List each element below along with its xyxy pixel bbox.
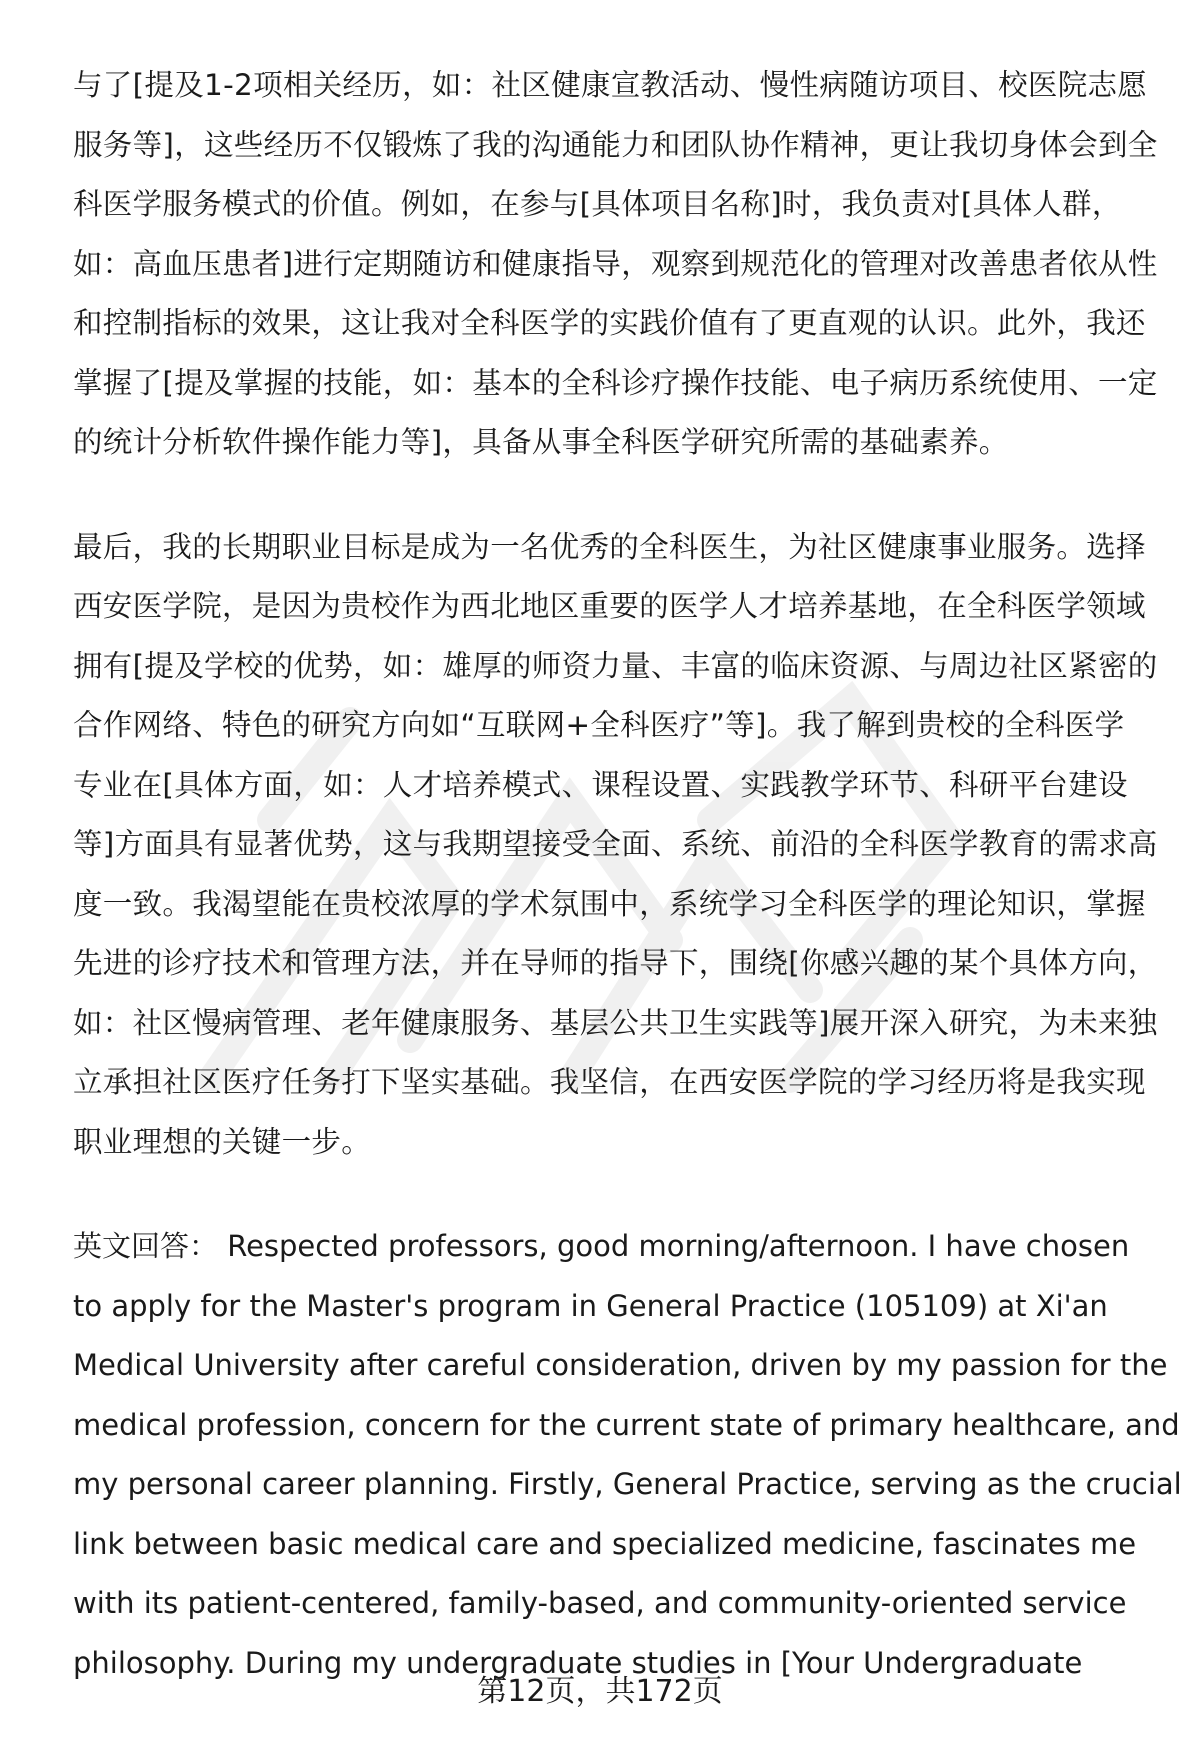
text-line: to apply for the Master's program in General Practice (105109) at Xi'an	[73, 1288, 1108, 1323]
paragraph-experience	[73, 56, 1163, 473]
text-line: 和控制指标的效果，这让我对全科医学的实践价值有了更直观的认识。此外，我还	[73, 306, 1146, 340]
text-line: 合作网络、特色的研究方向如“互联网+全科医疗”等]。我了解到贵校的全科医学	[73, 708, 1125, 742]
text-line: 拥有[提及学校的优势，如：雄厚的师资力量、丰富的临床资源、与周边社区紧密的	[73, 648, 1158, 683]
text-line: 掌握了[提及掌握的技能，如：基本的全科诊疗操作技能、电子病历系统使用、一定	[73, 365, 1158, 400]
paragraph-spacer	[73, 1172, 1163, 1217]
paragraph-english-answer	[73, 1217, 1182, 1693]
text-line: medical profession, concern for the current state of primary healthcare, and	[73, 1407, 1180, 1442]
text-line: 度一致。我渴望能在贵校浓厚的学术氛围中，系统学习全科医学的理论知识，掌握	[73, 886, 1146, 921]
text-line: link between basic medical care and specialized medicine, fascinates me	[73, 1526, 1137, 1561]
text-line: 立承担社区医疗任务打下坚实基础。我坚信，在西安医学院的学习经历将是我实现	[73, 1065, 1146, 1099]
text-line: 最后，我的长期职业目标是成为一名优秀的全科医生，为社区健康事业服务。选择	[73, 529, 1146, 564]
text-line: 服务等]，这些经历不仅锻炼了我的沟通能力和团队协作精神，更让我切身体会到全	[73, 127, 1158, 162]
text-line: 英文回答： Respected professors, good morning/afternoon. I have chosen	[73, 1229, 1130, 1263]
text-line: 与了[提及1-2项相关经历，如：社区健康宣教活动、慢性病随访项目、校医院志愿	[73, 68, 1148, 102]
paragraph-career-goal	[73, 518, 1163, 1173]
text-line: 西安医学院，是因为贵校作为西北地区重要的医学人才培养基地，在全科医学领域	[73, 589, 1146, 623]
text-line: 先进的诊疗技术和管理方法，并在导师的指导下，围绕[你感兴趣的某个具体方向，	[73, 946, 1158, 980]
document-body	[73, 56, 1182, 1693]
text-line: 职业理想的关键一步。	[73, 1124, 372, 1159]
text-line: 科医学服务模式的价值。例如，在参与[具体项目名称]时，我负责对[具体人群，	[73, 187, 1122, 221]
text-line: with its patient-centered, family-based, and community-oriented service	[73, 1586, 1127, 1620]
text-line: Medical University after careful consideration, driven by my passion for the	[73, 1348, 1168, 1382]
text-line: philosophy. During my undergraduate studies in [Your Undergraduate	[73, 1645, 1083, 1680]
text-line: 的统计分析软件操作能力等]，具备从事全科医学研究所需的基础素养。	[73, 425, 1009, 459]
text-line: 等]方面具有显著优势，这与我期望接受全面、系统、前沿的全科医学教育的需求高	[73, 827, 1158, 861]
text-line: 专业在[具体方面，如：人才培养模式、课程设置、实践教学环节、科研平台建设	[73, 767, 1128, 802]
text-line: my personal career planning. Firstly, General Practice, serving as the crucial	[73, 1467, 1182, 1501]
text-line: 如：社区慢病管理、老年健康服务、基层公共卫生实践等]展开深入研究，为未来独	[73, 1005, 1158, 1040]
page-number-footer: 第12页，共172页	[477, 1674, 723, 1709]
text-line: 如：高血压患者]进行定期随访和健康指导，观察到规范化的管理对改善患者依从性	[73, 246, 1158, 281]
paragraph-spacer	[73, 473, 1163, 518]
